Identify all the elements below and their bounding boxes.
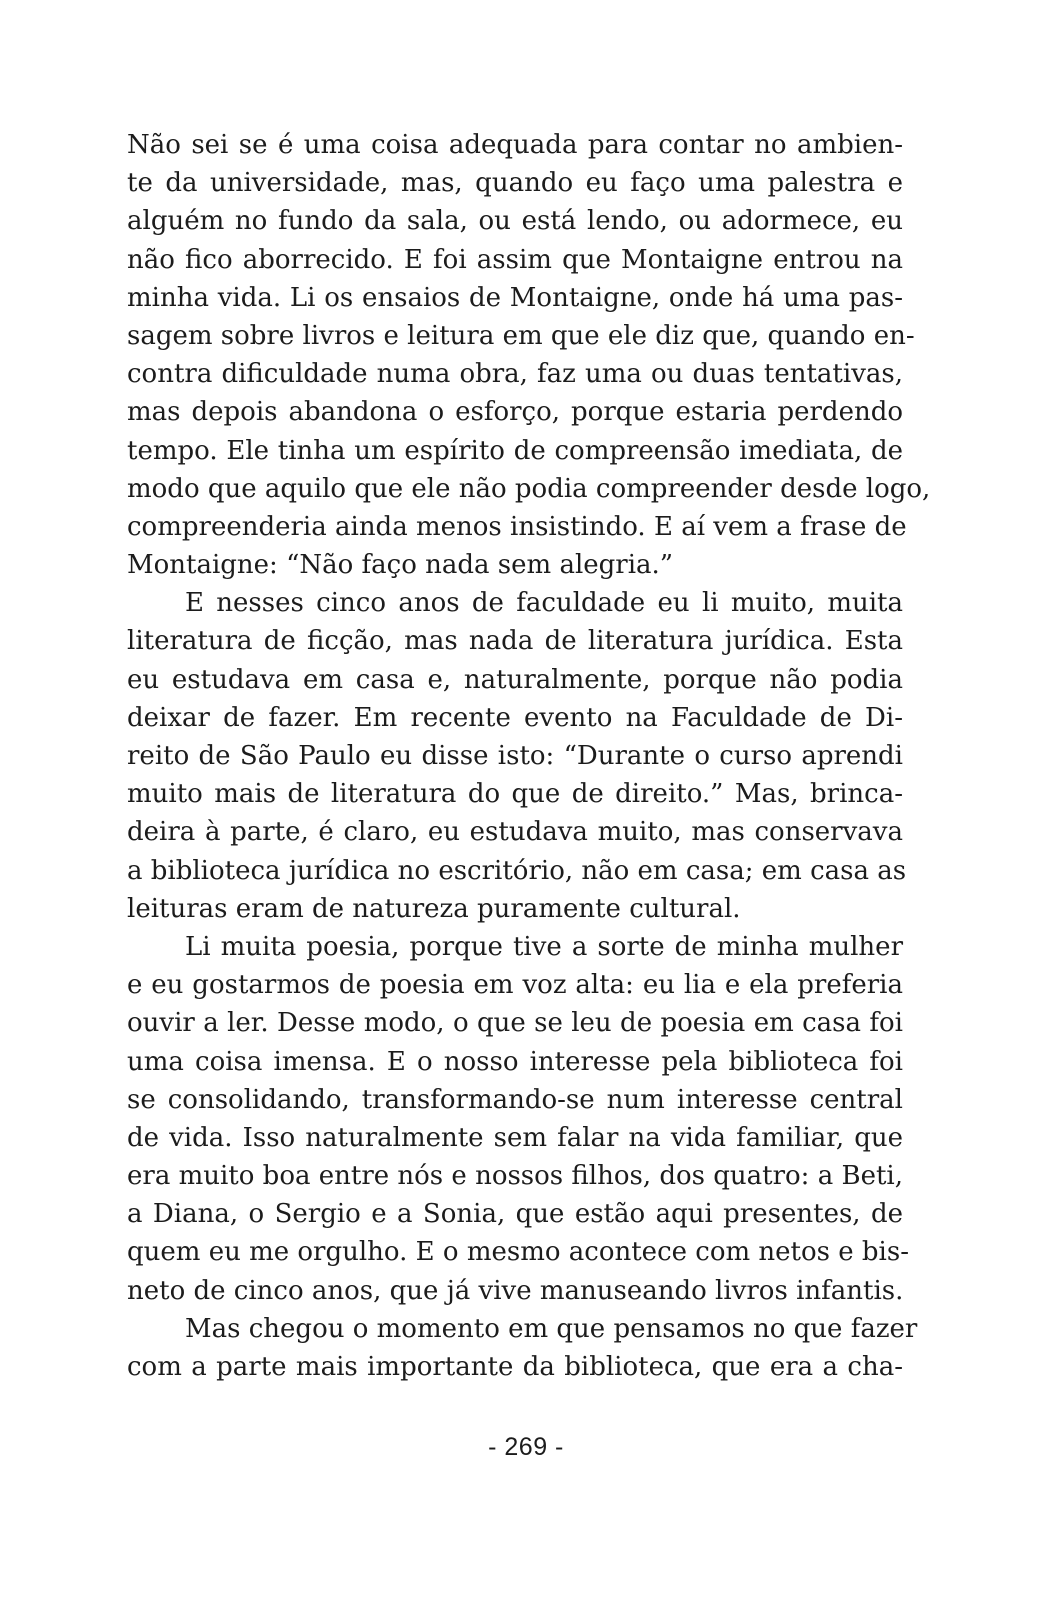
text-line: mas depois abandona o esforço, porque estaria perdendo (127, 397, 903, 428)
text-line: neto de cinco anos, que já vive manuseando livros infantis. (127, 1275, 904, 1306)
text-line: sagem sobre livros e leitura em que ele diz que, quando en- (127, 320, 915, 351)
paragraph (127, 126, 931, 584)
text-line: se consolidando, transformando-se num interesse central (127, 1084, 903, 1115)
text-line: Mas chegou o momento em que pensamos no que fazer (185, 1313, 918, 1344)
text-line: Não sei se é uma coisa adequada para contar no ambien- (127, 130, 903, 160)
text-line: reito de São Paulo eu disse isto: “Durante o curso aprendi (127, 741, 903, 771)
page-number: - 269 - (488, 1433, 564, 1461)
text-line: era muito boa entre nós e nossos filhos, dos quatro: a Beti, (127, 1161, 903, 1192)
text-line: a Diana, o Sergio e a Sonia, que estão aqui presentes, de (127, 1199, 903, 1230)
paragraph (127, 928, 909, 1310)
text-line: E nesses cinco anos de faculdade eu li muito, muita (185, 588, 903, 619)
text-line: Li muita poesia, porque tive a sorte de minha mulher (185, 931, 903, 962)
text-line: compreenderia ainda menos insistindo. E aí vem a frase de (127, 511, 907, 542)
text-line: quem eu me orgulho. E o mesmo acontece com netos e bis- (127, 1237, 909, 1268)
paragraph (127, 1310, 918, 1386)
body-text (127, 126, 931, 1386)
text-line: deira à parte, é claro, eu estudava muito, mas conservava (127, 817, 903, 848)
text-line: de vida. Isso naturalmente sem falar na vida familiar, que (127, 1122, 903, 1153)
text-line: a biblioteca jurídica no escritório, não em casa; em casa as (127, 855, 907, 886)
text-line: minha vida. Li os ensaios de Montaigne, onde há uma pas- (127, 282, 903, 313)
text-line: muito mais de literatura do que de direito.” Mas, brinca- (127, 779, 903, 810)
text-line: alguém no fundo da sala, ou está lendo, ou adormece, eu (127, 206, 903, 237)
text-line: contra dificuldade numa obra, faz uma ou duas tentativas, (127, 359, 903, 390)
text-line: modo que aquilo que ele não podia compreender desde logo, (127, 473, 931, 504)
text-line: uma coisa imensa. E o nosso interesse pela biblioteca foi (127, 1046, 903, 1077)
text-line: eu estudava em casa e, naturalmente, porque não podia (127, 664, 903, 695)
paragraph (127, 584, 907, 928)
text-line: não fico aborrecido. E foi assim que Montaigne entrou na (127, 244, 903, 275)
text-line: e eu gostarmos de poesia em voz alta: eu lia e ela preferia (127, 970, 903, 1001)
text-line: te da universidade, mas, quando eu faço uma palestra e (127, 168, 903, 199)
text-line: literatura de ficção, mas nada de literatura jurídica. Esta (127, 626, 903, 657)
text-line: deixar de fazer. Em recente evento na Faculdade de Di- (127, 702, 903, 733)
text-line: com a parte mais importante da biblioteca, que era a cha- (127, 1352, 903, 1382)
text-line: tempo. Ele tinha um espírito de compreensão imediata, de (127, 435, 903, 466)
text-line: Montaigne: “Não faço nada sem alegria.” (127, 550, 674, 581)
text-line: ouvir a ler. Desse modo, o que se leu de poesia em casa foi (127, 1008, 903, 1039)
text-line: leituras eram de natureza puramente cultural. (127, 893, 741, 924)
